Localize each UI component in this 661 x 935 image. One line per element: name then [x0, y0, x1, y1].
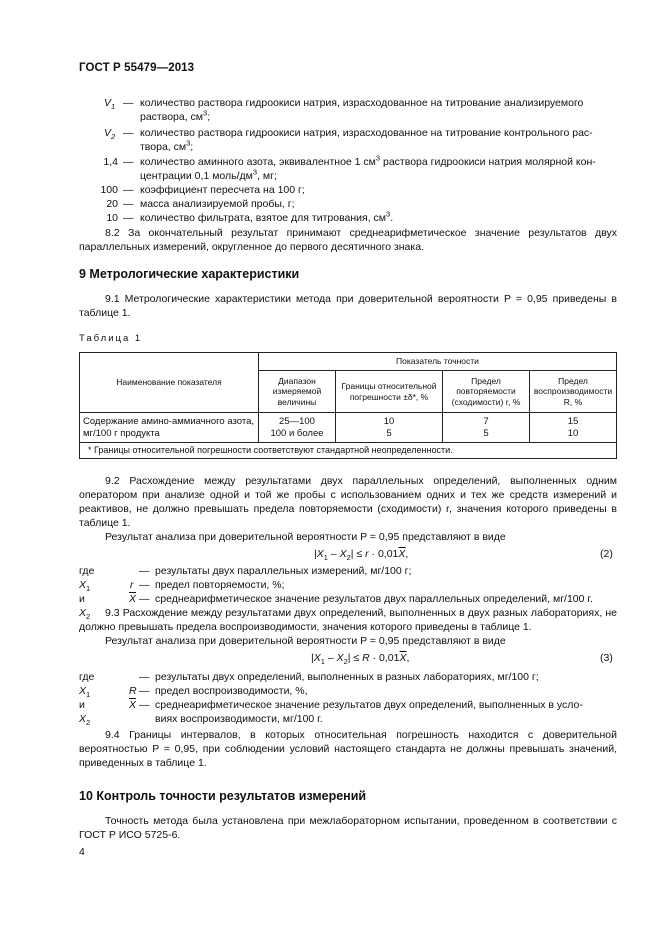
cell-repeatability: 7 5 — [443, 413, 530, 443]
paragraph-9-1: 9.1 Метрологические характеристики метода при доверительной вероятности P = 0,95 приведены в таблице 1. — [79, 293, 617, 319]
equation-2-number: (2) — [600, 548, 613, 560]
section-10-title: 10 Контроль точности результатов измерений — [79, 789, 367, 803]
equation-2: $|X_1 - X_2| \le r \cdot 0,01\overline{X}$, — [314, 548, 409, 563]
equation-3-number: (3) — [600, 652, 613, 664]
cell-range: 25—100 100 и более — [259, 413, 336, 443]
accuracy-table — [79, 352, 617, 459]
document-header: ГОСТ Р 55479—2013 — [79, 62, 195, 74]
paragraph-9-4: 9.4 Границы интервалов, в которых относительная погрешность находится с доверительной вероятностью P = 0,95, при соблюдении условий настоящего стандарта не должны превышать значений, приведенных в таблице 1. — [79, 729, 617, 769]
cell-error-bounds: 10 5 — [336, 413, 443, 443]
page-number: 4 — [79, 846, 85, 858]
header-repeatability: Предел повторяемости (сходимости) r, % — [443, 371, 530, 413]
paragraph-10: Точность метода была установлена при межлабораторном испытании, проведенном в соответствии с ГОСТ Р ИСО 5725-6. — [79, 815, 617, 841]
row-indicator-name: Содержание амино-аммиачного азота, мг/100 г продукта — [80, 413, 259, 443]
header-accuracy-group: Показатель точности — [259, 353, 617, 371]
header-reproducibility: Предел воспроизводимости R, % — [530, 371, 617, 413]
paragraph-9-2: 9.2 Расхождение между результатами двух параллельных определений, выполненных одним оператором при анализе одной и той же пробы с использованием одних и тех же средств измерений и реактивов, не должно превышать предела повторяемости (сходимости) r, значения которого приведены в таблице 1. — [79, 475, 617, 529]
cell-reproducibility: 15 10 — [530, 413, 617, 443]
header-error-bounds: Границы относительной погрешности ±δ*, % — [336, 371, 443, 413]
paragraph-9-3-result: Результат анализа при доверительной вероятности P = 0,95 представляют в виде — [105, 635, 506, 647]
table-footnote: * Границы относительной погрешности соответствуют стандартной неопределенности. — [80, 443, 617, 459]
paragraph-9-2-result: Результат анализа при доверительной вероятности P = 0,95 представляют в виде — [105, 531, 506, 543]
paragraph-9-3: 9.3 Расхождение между результатами двух определений, выполненных в двух разных лабораториях, не должно превышать предела воспроизводимости, значения которого приведены в таблице 1. — [79, 607, 617, 633]
table-caption: Таблица 1 — [79, 333, 143, 344]
equation-3: $|X_1 - X_2| \le R \cdot 0,01\overline{X}$, — [311, 652, 410, 667]
paragraph-8-2: 8.2 За окончательный результат принимают среднеарифметическое значение результатов двух параллельных измерений, округленное до первого десятичного знака. — [79, 227, 617, 253]
header-indicator-name: Наименование показателя — [80, 353, 259, 413]
header-range: Диапазон измеряемой величины — [259, 371, 336, 413]
section-9-title: 9 Метрологические характеристики — [79, 267, 300, 281]
